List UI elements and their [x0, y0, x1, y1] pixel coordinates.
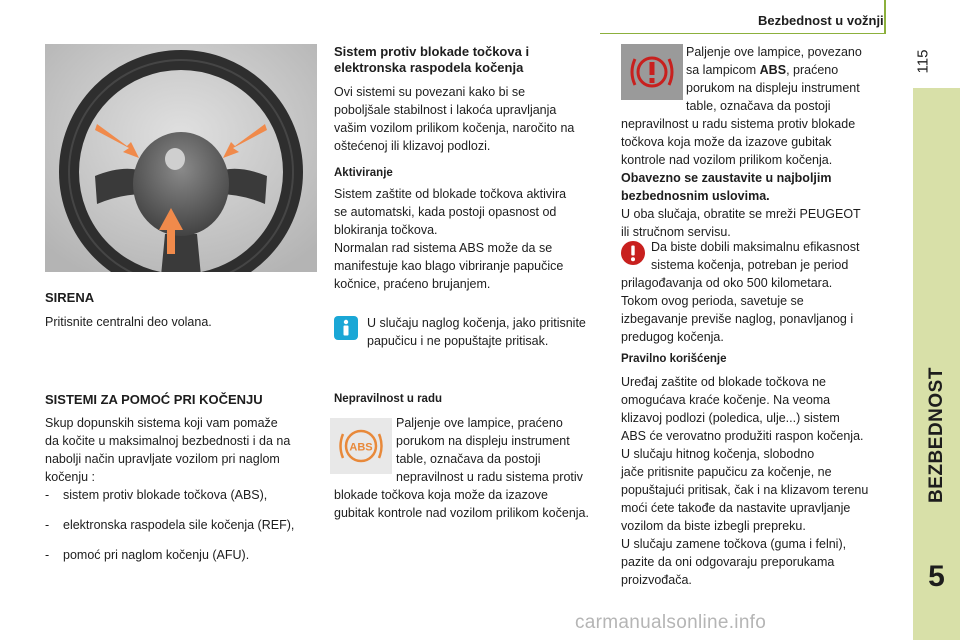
warning-icon: [621, 241, 645, 265]
list-item: - pomoć pri naglom kočenju (AFU).: [45, 546, 335, 564]
abs-icon: [336, 424, 386, 468]
warning-text-full: nepravilnost u radu sistema protiv blokade točkova koja može da izazove gubitak kontrole nad vozilom prilikom kočenja. Obavezno se zaustavite u najboljim bezbednosnim uslovima. U oba slučaja, obratite se mreži PEUGEOT ili stručnom servisu.: [621, 117, 861, 239]
abs-warning-lamp: [330, 418, 392, 474]
sirena-heading: SIRENA: [45, 290, 95, 305]
info-icon: [334, 316, 358, 340]
abs-heading: Sistem protiv blokade točkova i elektronska raspodela kočenja: [334, 44, 530, 75]
warning-text-indented: Paljenje ove lampice, povezano sa lampicom ABS, praćeno porukom na displeju instrument table, označava da postoji: [686, 45, 862, 113]
brake-warning-lamp: [621, 44, 683, 100]
pravilno-text: Uređaj zaštite od blokade točkova ne omogućava kraće kočenje. Na veoma klizavoj podlozi (poledica, ulje...) sistem ABS će verovatno produžiti raspon kočenja. U slučaju hitnog kočenja, slobodno jače pritisnite papučicu za kočenje, ne popuštajući pritisak, čak i na klizavom terenu moći ćete takođe da nastavite upravljanje vozilom da biste izbegli prepreku. U slučaju zamene točkova (guma i felni), pazite da oni odgovaraju preporukama proizvođača.: [621, 375, 869, 587]
steering-wheel-illustration: [45, 44, 317, 272]
sirena-text: Pritisnite centralni deo volana.: [45, 315, 212, 329]
sistemi-heading: SISTEMI ZA POMOĆ PRI KOČENJU: [45, 392, 263, 407]
sistemi-list: [45, 486, 335, 576]
nepravilnost-text-full: blokade točkova koja može da izazove gubitak kontrole nad vozilom prilikom kočenja.: [334, 488, 589, 520]
aktiviranje-text: Sistem zaštite od blokade točkova aktivira se automatski, kada postoji opasnost od blokiranja točkova. Normalan rad sistema ABS može da se manifestuje kao blago vibriranje papučice kočnice, praćeno brujanjem.: [334, 187, 567, 291]
tip-text-indented: Da biste dobili maksimalnu efikasnost sistema kočenja, potreban je period: [651, 240, 860, 272]
tip-text-full: prilagođavanja od oko 500 kilometara. Tokom ovog perioda, savetuje se izbegavanje previše naglog, ponavljanog i predugog kočenja.: [621, 276, 854, 344]
info-text: U slučaju naglog kočenja, jako pritisnite papučicu i ne popuštajte pritisak.: [367, 316, 586, 348]
list-item: - sistem protiv blokade točkova (ABS),: [45, 486, 335, 504]
abs-intro: Ovi sistemi su povezani kako bi se poboljšale stabilnost i lakoća upravljanja vašim vozilom prilikom kočenja, naročito na oštećenoj ili klizavoj podlozi.: [334, 85, 575, 153]
chapter-number: 5: [928, 560, 945, 593]
pravilno-heading: Pravilno korišćenje: [621, 353, 727, 365]
chapter-label: BEZBEDNOST: [925, 367, 947, 503]
aktiviranje-heading: Aktiviranje: [334, 167, 393, 179]
sistemi-intro: Skup dopunskih sistema koji vam pomaže da kočite u maksimalnoj bezbednosti i da na nabolji način upravljate vozilom pri naglom kočenju :: [45, 416, 291, 484]
nepravilnost-heading: Nepravilnost u radu: [334, 393, 442, 405]
watermark: carmanualsonline.info: [575, 612, 767, 633]
header-tick: [884, 0, 886, 34]
svg-text:ABS: ABS: [349, 441, 373, 454]
brake-warning-icon: [627, 50, 677, 94]
list-item: - elektronska raspodela sile kočenja (REF),: [45, 516, 335, 534]
header-title: Bezbednost u vožnji: [758, 13, 884, 28]
page-number: 115: [914, 49, 932, 73]
nepravilnost-text-indented: Paljenje ove lampice, praćeno porukom na displeju instrument table, označava da postoji nepravilnost u radu sistema protiv: [396, 416, 583, 484]
steering-wheel-icon: [45, 44, 317, 272]
header-rule: [600, 33, 884, 34]
